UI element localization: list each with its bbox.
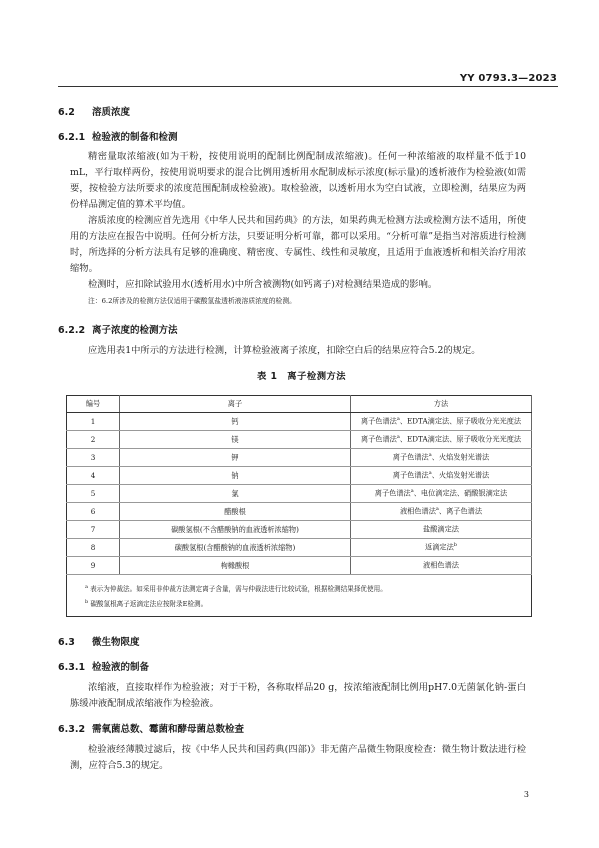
section-6-2-2-heading bbox=[58, 322, 178, 336]
table-row bbox=[67, 503, 532, 521]
method-name: 液相色谱法 bbox=[399, 506, 436, 516]
cell-ion: 碳酸氢根(含醋酸钠的血液透析浓缩物) bbox=[120, 539, 351, 557]
footnote-mark: b bbox=[85, 599, 89, 606]
paragraph-ion-method: 应选用表1中所示的方法进行检测，计算检验液离子浓度，扣除空白后的结果应符合5.2的规定。 bbox=[88, 345, 481, 356]
footnote-b bbox=[85, 596, 523, 611]
footnote-mark: b bbox=[453, 542, 457, 549]
cell-ion: 钙 bbox=[120, 413, 351, 431]
cell-ion: 碳酸氢根(不含醋酸钠的血液透析浓缩物) bbox=[120, 521, 351, 539]
method-rest: 、电位滴定法、硝酸银滴定法 bbox=[413, 488, 508, 498]
cell-number: 2 bbox=[67, 431, 120, 449]
paragraph-microbial-count: 检验液经薄膜过滤后，按《中华人民共和国药典(四部)》非无菌产品微生物限度检查：微生物计数法进行检测，应符合5.3的规定。 bbox=[70, 744, 526, 771]
table-row bbox=[67, 539, 532, 557]
cell-number: 6 bbox=[67, 503, 120, 521]
cell-number: 7 bbox=[67, 521, 120, 539]
table-row bbox=[67, 431, 532, 449]
section-title: 离子浓度的检测方法 bbox=[92, 325, 178, 336]
method-rest: 、离子色谱法 bbox=[438, 506, 483, 516]
footnote-mark: a bbox=[410, 488, 414, 495]
paragraph-microbial-prep: 浓缩液，直接取样作为检验液；对于干粉，各称取样品20 g，按浓缩液配制比例用pH7.0无菌氯化钠-蛋白胨缓冲液配制成浓缩液作为检验液。 bbox=[70, 682, 526, 709]
cell-number: 4 bbox=[67, 467, 120, 485]
footnote-a bbox=[85, 581, 523, 596]
paragraph-water-deduction: 检测时，应扣除试验用水(透析用水)中所含被测物(如钙离子)对检测结果造成的影响。 bbox=[88, 279, 438, 290]
cell-method bbox=[351, 413, 532, 431]
cell-method bbox=[351, 539, 532, 557]
header-rule bbox=[58, 86, 558, 87]
note-scope: 注：6.2所涉及的检测方法仅适用于碳酸氢盐透析液溶质浓度的检测。 bbox=[88, 297, 296, 305]
method-name: 离子色谱法 bbox=[392, 470, 429, 480]
cell-method bbox=[351, 431, 532, 449]
section-title: 微生物限度 bbox=[92, 637, 140, 648]
footnote-mark: a bbox=[428, 452, 432, 459]
method-rest: 、EDTA滴定法、原子吸收分光光度法 bbox=[399, 434, 522, 444]
footnote-mark: a bbox=[85, 584, 88, 590]
table-row bbox=[67, 485, 532, 503]
table-header-row bbox=[67, 396, 532, 413]
table-caption: 表 1 离子检测方法 bbox=[257, 371, 347, 382]
footnote-mark: a bbox=[435, 506, 439, 513]
cell-number: 9 bbox=[67, 557, 120, 575]
method-name: 离子色谱法 bbox=[360, 416, 397, 426]
cell-ion: 钠 bbox=[120, 467, 351, 485]
col-header-ion: 离子 bbox=[120, 396, 351, 413]
section-number: 6.3.2 bbox=[58, 724, 86, 735]
method-name: 离子色谱法 bbox=[360, 434, 397, 444]
page-number: 3 bbox=[523, 790, 529, 799]
section-6-2-1-heading bbox=[58, 129, 178, 143]
document-id: YY 0793.3—2023 bbox=[459, 73, 557, 84]
section-6-2-heading bbox=[58, 104, 130, 118]
cell-ion: 镁 bbox=[120, 431, 351, 449]
paragraph-method-selection: 溶质浓度的检测应首先选用《中华人民共和国药典》的方法，如果药典无检测方法或检测方法不适用，所使用的方法应在报告中说明。任何分析方法，只要证明分析可靠，都可以采用。“分析可靠”是指当对溶质进行检测时，所选择的分析方法具有足够的准确度、精密度、专属性、线性和灵敏度，且适用于血液透析和相关治疗用浓缩物。 bbox=[70, 215, 526, 274]
cell-ion: 钾 bbox=[120, 449, 351, 467]
cell-method bbox=[351, 485, 532, 503]
method-name: 返滴定法 bbox=[425, 542, 454, 552]
section-number: 6.3.1 bbox=[58, 662, 86, 673]
col-header-number: 编号 bbox=[67, 396, 120, 413]
cell-method bbox=[351, 521, 532, 539]
section-number: 6.3 bbox=[58, 637, 75, 648]
col-header-method: 方法 bbox=[351, 396, 532, 413]
section-title: 需氧菌总数、霉菌和酵母菌总数检查 bbox=[92, 724, 245, 735]
method-name: 液相色谱法 bbox=[423, 560, 459, 570]
method-rest: 、EDTA滴定法、原子吸收分光光度法 bbox=[399, 416, 522, 426]
section-6-3-2-heading bbox=[58, 721, 244, 735]
cell-method bbox=[351, 449, 532, 467]
method-name: 离子色谱法 bbox=[374, 488, 411, 498]
table-row bbox=[67, 467, 532, 485]
table-row bbox=[67, 557, 532, 575]
footnote-mark: a bbox=[428, 470, 432, 477]
section-title: 检验液的制备和检测 bbox=[92, 132, 178, 143]
cell-number: 8 bbox=[67, 539, 120, 557]
method-rest: 、火焰发射光谱法 bbox=[431, 452, 490, 462]
method-name: 离子色谱法 bbox=[392, 452, 429, 462]
table-row bbox=[67, 413, 532, 431]
method-rest: 、火焰发射光谱法 bbox=[431, 470, 490, 480]
section-6-3-1-heading bbox=[58, 659, 149, 673]
cell-ion: 氯 bbox=[120, 485, 351, 503]
footnote-text: 表示为仲裁法。如采用非仲裁方法测定离子含量，需与仲裁法进行比较试验，根据检测结果择优使用。 bbox=[90, 585, 387, 594]
section-number: 6.2.1 bbox=[58, 132, 86, 143]
cell-ion: 醋酸根 bbox=[120, 503, 351, 521]
footnote-text: 碳酸氢根离子返滴定法应按附录E检测。 bbox=[90, 600, 208, 609]
cell-number: 3 bbox=[67, 449, 120, 467]
section-number: 6.2.2 bbox=[58, 325, 86, 336]
section-title: 溶质浓度 bbox=[92, 107, 131, 118]
table-row bbox=[67, 521, 532, 539]
section-6-3-heading bbox=[58, 634, 140, 648]
method-name: 盐酸滴定法 bbox=[423, 524, 459, 534]
table-row bbox=[67, 449, 532, 467]
table-footnotes bbox=[67, 575, 532, 617]
paragraph-sample-prep: 精密量取浓缩液(如为干粉，按使用说明的配制比例配制成浓缩液)。任何一种浓缩液的取样量不低于10 mL，平行取样两份，按使用说明要求的混合比例用透析用水配制成标示浓度(标示量)的透析液作为检验液(如需要，按检验方法所要求的浓度范围配制成检验液)。取检验液，以透析用水为空白试液，立即检测，结果应为两份样品测定值的算术平均值。 bbox=[70, 151, 526, 210]
section-number: 6.2 bbox=[58, 107, 75, 118]
cell-number: 5 bbox=[67, 485, 120, 503]
cell-method bbox=[351, 467, 532, 485]
footnote-mark: a bbox=[396, 434, 400, 441]
cell-method bbox=[351, 503, 532, 521]
ion-detection-table bbox=[66, 395, 532, 617]
cell-method bbox=[351, 557, 532, 575]
section-title: 检验液的制备 bbox=[92, 662, 150, 673]
cell-ion: 枸橼酸根 bbox=[120, 557, 351, 575]
cell-number: 1 bbox=[67, 413, 120, 431]
footnote-mark: a bbox=[396, 416, 400, 423]
